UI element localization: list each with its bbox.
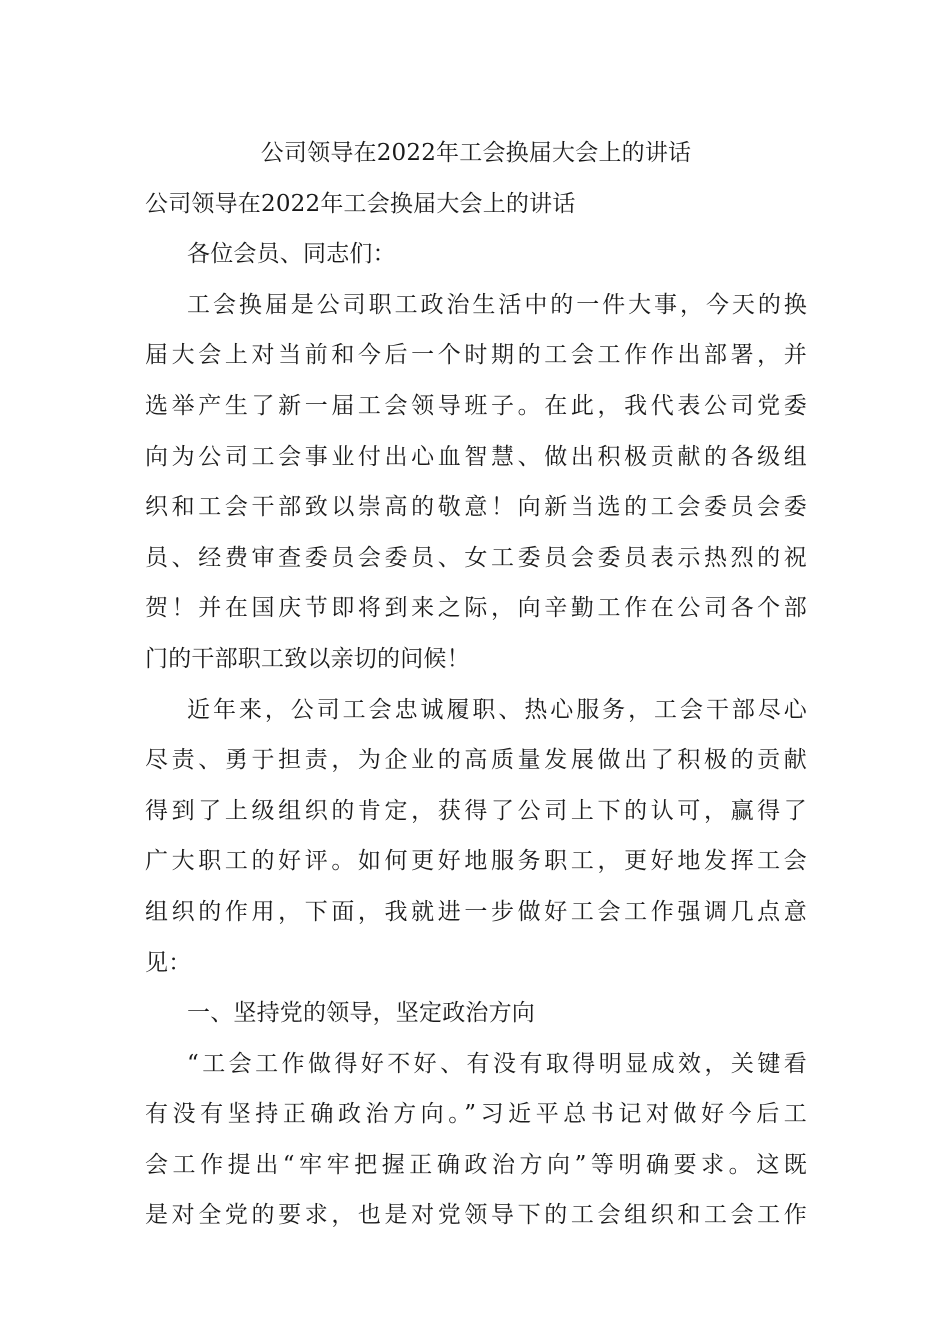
paragraph-line: 贺！并在国庆节即将到来之际，向辛勤工作在公司各个部 bbox=[145, 595, 807, 622]
paragraph-line: 门的干部职工致以亲切的问候！ bbox=[145, 645, 470, 672]
paragraph-line: 见： bbox=[145, 949, 192, 976]
paragraph-line: 选举产生了新一届工会领导班子。在此，我代表公司党委 bbox=[145, 392, 807, 419]
paragraph-line: 工会换届是公司职工政治生活中的一件大事，今天的换 bbox=[187, 291, 807, 318]
paragraph-1 bbox=[145, 280, 807, 685]
paragraph-line: 近年来，公司工会忠诚履职、热心服务，工会干部尽心 bbox=[187, 696, 807, 723]
paragraph-line: 有没有坚持正确政治方向。”习近平总书记对做好今后工 bbox=[145, 1101, 807, 1128]
paragraph-line: 向为公司工会事业付出心血智慧、做出积极贡献的各级组 bbox=[145, 443, 807, 470]
paragraph-line: 是对全党的要求，也是对党领导下的工会组织和工会工作 bbox=[145, 1202, 807, 1229]
document-title: 公司领导在2022年工会换届大会上的讲话 bbox=[260, 140, 692, 166]
paragraph-line: 届大会上对当前和今后一个时期的工会工作作出部署，并 bbox=[145, 342, 807, 369]
document-subtitle: 公司领导在2022年工会换届大会上的讲话 bbox=[145, 190, 576, 217]
document-page bbox=[145, 128, 807, 1241]
paragraph-3 bbox=[145, 1039, 807, 1241]
paragraph-line: 广大职工的好评。如何更好地服务职工，更好地发挥工会 bbox=[145, 848, 807, 875]
paragraph-line: 织和工会干部致以崇高的敬意！向新当选的工会委员会委 bbox=[145, 494, 807, 521]
section-heading: 一、坚持党的领导，坚定政治方向 bbox=[187, 1000, 535, 1027]
paragraph-line: 组织的作用，下面，我就进一步做好工会工作强调几点意 bbox=[145, 898, 807, 925]
paragraph-2 bbox=[145, 685, 807, 989]
paragraph-line: 得到了上级组织的肯定，获得了公司上下的认可，赢得了 bbox=[145, 797, 807, 824]
paragraph-line: 会工作提出“牢牢把握正确政治方向”等明确要求。这既 bbox=[145, 1151, 807, 1178]
salutation: 各位会员、同志们： bbox=[187, 241, 396, 268]
paragraph-line: 员、经费审查委员会委员、女工委员会委员表示热烈的祝 bbox=[145, 544, 807, 571]
paragraph-line: 尽责、勇于担责，为企业的高质量发展做出了积极的贡献 bbox=[145, 747, 807, 774]
paragraph-line: “工会工作做得好不好、有没有取得明显成效，关键看 bbox=[187, 1050, 807, 1077]
